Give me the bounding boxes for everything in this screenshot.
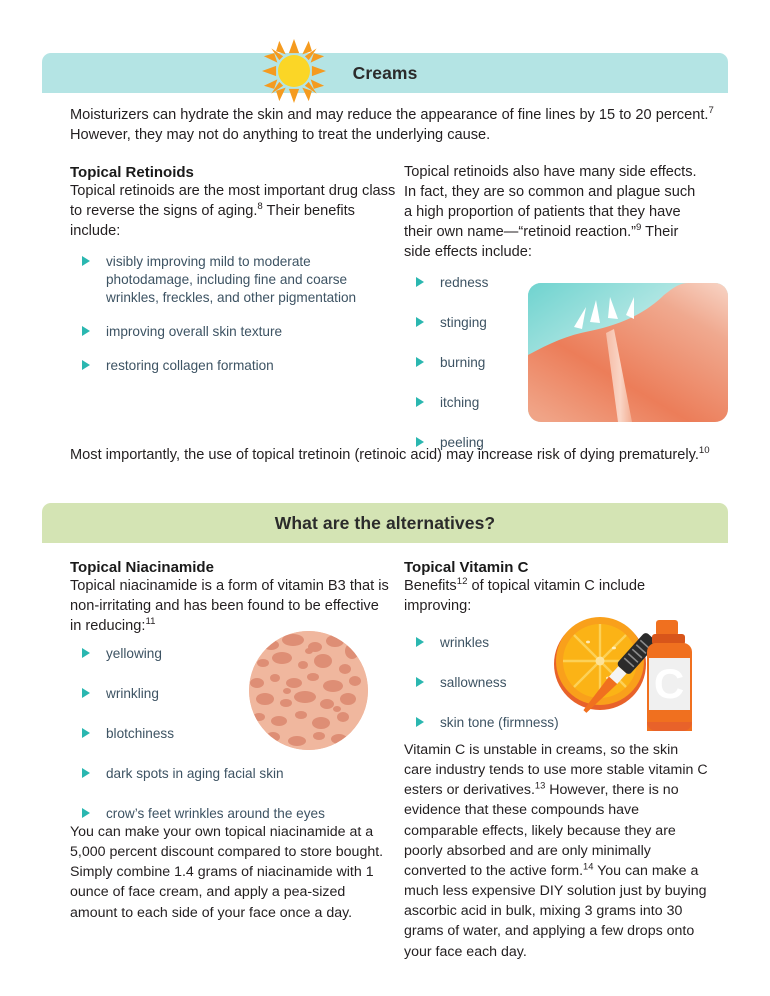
triangle-bullet-icon — [82, 256, 90, 266]
triangle-bullet-icon — [82, 768, 90, 778]
irritated-skin-illustration — [528, 283, 728, 422]
vitamin-c-text-after: of topical vitamin C include improving: — [404, 578, 646, 614]
section-banner-creams — [42, 53, 728, 93]
retinoids-benefits-list — [80, 253, 400, 375]
triangle-bullet-icon — [82, 728, 90, 738]
vc-footer-p3: You can make a much less expensive DIY solution just by buying ascorbic acid in bulk, mixing 3 grams into 30 grams of water, and applying a few drops onto your face each day. — [404, 862, 707, 960]
retinoids-paragraph — [70, 182, 396, 242]
vc-footer-p2: However, there is no evidence that these compounds have comparable effects, likely because they are poorly absorbed and are only minimally converted to the active form. — [404, 782, 679, 879]
list-item-label: peeling — [440, 434, 484, 450]
list-item-label: burning — [440, 354, 486, 370]
triangle-bullet-icon — [416, 357, 424, 367]
blotchy-skin-circle-illustration — [249, 631, 368, 750]
footnote-ref-13: 13 — [534, 780, 546, 791]
niacinamide-text-before: Topical niacinamide is a form of vitamin B3 that is non-irritating and has been found to be effective in reducing: — [70, 578, 389, 634]
list-item-label: improving overall skin texture — [106, 323, 283, 339]
footnote-ref-8: 8 — [257, 201, 263, 213]
section-banner-alternatives — [42, 503, 728, 543]
list-item-label: redness — [440, 275, 489, 290]
list-item — [80, 805, 370, 823]
vitamin-c-footer-paragraph — [404, 740, 709, 962]
triangle-bullet-icon — [82, 808, 90, 818]
bottle-label-c: C — [653, 660, 685, 707]
list-item-label: blotchiness — [106, 725, 175, 741]
retinoid-side-effects-list — [414, 274, 534, 452]
vitamin-bottle-icon — [647, 620, 692, 731]
list-item — [414, 354, 534, 372]
heading-topical-retinoids: Topical Retinoids — [70, 164, 194, 181]
list-item-label: restoring collagen formation — [106, 357, 274, 373]
niacinamide-paragraph — [70, 577, 390, 637]
triangle-bullet-icon — [82, 326, 90, 336]
list-item-label: wrinkling — [106, 685, 159, 701]
list-item — [414, 314, 534, 332]
closing-text-before: Most importantly, the use of topical tretinoin (retinoic acid) may increase risk of dying prematurely. — [70, 447, 699, 463]
triangle-bullet-icon — [416, 717, 424, 727]
footnote-ref-14: 14 — [583, 861, 594, 872]
list-item-label: wrinkles — [440, 635, 490, 650]
list-item-label: itching — [440, 394, 480, 410]
list-item-label: yellowing — [106, 646, 162, 661]
triangle-bullet-icon — [416, 277, 424, 287]
list-item — [414, 394, 534, 412]
banner-title-creams: Creams — [352, 62, 418, 83]
heading-topical-vitamin-c: Topical Vitamin C — [404, 559, 529, 576]
triangle-bullet-icon — [82, 688, 90, 698]
list-item — [80, 357, 400, 375]
footnote-ref-9: 9 — [635, 222, 642, 234]
side-effects-text-before: Topical retinoids also have many side effects. In fact, they are so common and plague such a high proportion of patients that they have their own name—“retinoid reaction.” — [404, 164, 697, 240]
niacinamide-footer-paragraph: You can make your own topical niacinamide at a 5,000 percent discount compared to store bought. Simply combine 1.4 grams of niacinamide with 1 ounce of face cream, and apply a pea-sized amount to each side of your face once a day. — [70, 824, 384, 921]
list-item — [80, 765, 370, 783]
triangle-bullet-icon — [416, 637, 424, 647]
creams-closing-paragraph — [70, 446, 710, 466]
banner-title-alternatives: What are the alternatives? — [274, 512, 496, 533]
list-item-label: visibly improving mild to moderate photodamage, including fine and coarse wrinkles, freckles, and other pigmentation — [106, 254, 357, 305]
heading-topical-niacinamide: Topical Niacinamide — [70, 559, 214, 576]
creams-intro-paragraph — [70, 106, 720, 146]
list-item-label: dark spots in aging facial skin — [106, 765, 284, 781]
list-item — [80, 323, 400, 341]
vc-footer-p1: Vitamin C is unstable in creams, so the skin care industry tends to use more stable vitamin C esters or derivatives. — [404, 742, 708, 799]
triangle-bullet-icon — [82, 648, 90, 658]
side-effects-text-after: Their side effects include: — [404, 223, 679, 260]
footnote-ref-7: 7 — [708, 105, 714, 117]
footnote-ref-11: 11 — [145, 616, 156, 628]
list-item-label: skin tone (firmness) — [440, 714, 559, 730]
vitamin-c-text-before: Benefits — [404, 578, 457, 594]
retinoids-text-after: Their benefits include: — [70, 202, 355, 239]
list-item — [414, 274, 534, 292]
triangle-bullet-icon — [416, 317, 424, 327]
retinoids-text-before: Topical retinoids are the most important drug class to reverse the signs of aging. — [70, 183, 396, 219]
list-item — [80, 253, 400, 307]
triangle-bullet-icon — [82, 360, 90, 370]
retinoid-side-effects-paragraph — [404, 163, 704, 263]
orange-dropper-bottle-illustration — [548, 612, 710, 740]
creams-intro-text-before: Moisturizers can hydrate the skin and may reduce the appearance of fine lines by 15 to 20 percent. — [70, 107, 709, 123]
list-item-label: sallowness — [440, 674, 507, 690]
list-item-label: stinging — [440, 314, 487, 330]
triangle-bullet-icon — [416, 397, 424, 407]
creams-intro-text-after: However, they may not do anything to treat the underlying cause. — [70, 126, 491, 143]
footnote-ref-10: 10 — [698, 445, 710, 457]
triangle-bullet-icon — [416, 677, 424, 687]
list-item-label: crow’s feet wrinkles around the eyes — [106, 805, 325, 821]
vitamin-c-paragraph — [404, 577, 704, 617]
footnote-ref-12: 12 — [456, 576, 468, 588]
